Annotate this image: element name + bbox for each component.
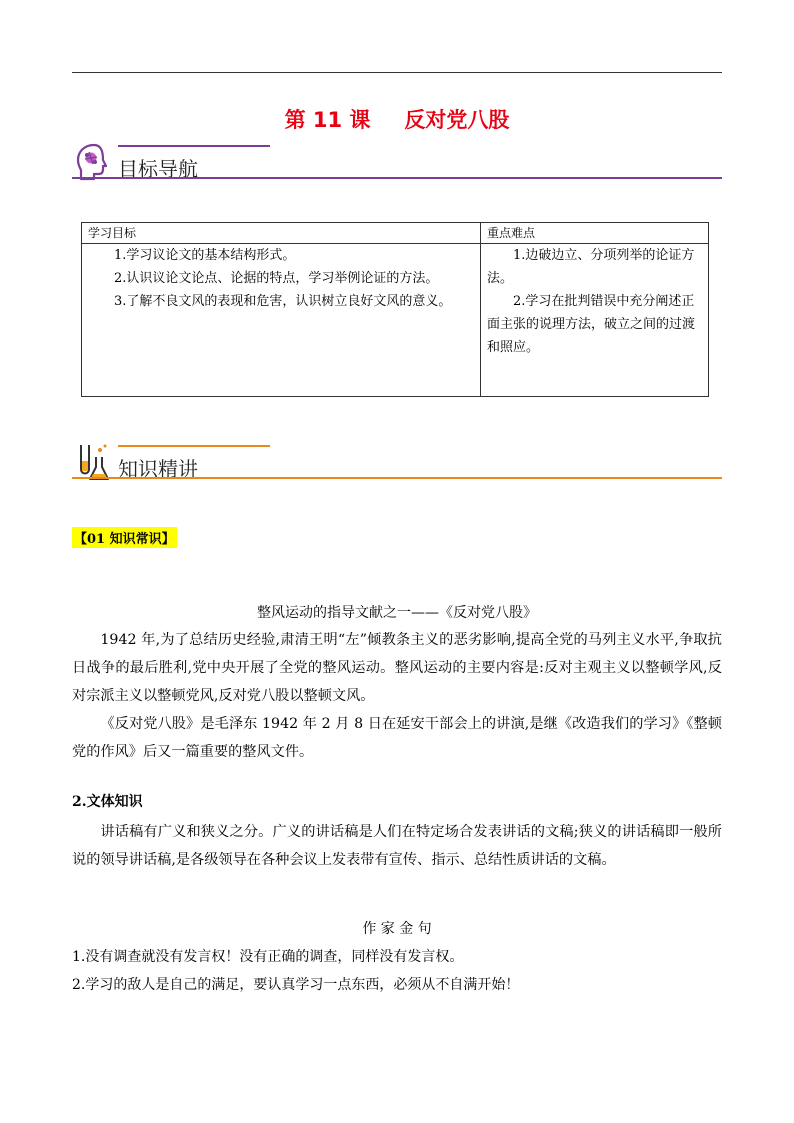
knowledge-tag: 【01 知识常识】 <box>72 527 177 548</box>
paragraph-3: 讲话稿有广义和狭义之分。广义的讲话稿是人们在特定场合发表讲话的文稿;狭义的讲话稿即一般所说的领导讲话稿,是各级领导在各种会议上发表带有宣传、指示、总结性质讲话的文稿。 <box>72 824 722 868</box>
goals-table-body-row <box>82 244 709 397</box>
goals-nav-header <box>72 141 722 187</box>
knowledge-header <box>72 441 722 487</box>
goals-nav-label: 目标导航 <box>118 157 198 181</box>
focus-item: 2.学习在批判错误中充分阐述正面主张的说理方法，破立之间的过渡和照应。 <box>487 294 696 355</box>
goal-item: 1.学习议论文的基本结构形式。 <box>114 248 296 263</box>
lesson-number: 第 11 课 <box>284 108 371 132</box>
goal-item: 2.认识议论文论点、论据的特点，学习举例论证的方法。 <box>114 271 439 286</box>
goals-table <box>81 222 709 397</box>
quote-item: 2.学习的敌人是自己的满足，要认真学习一点东西，必须从不自满开始！ <box>72 977 520 993</box>
goal-item: 3.了解不良文风的表现和危害，认识树立良好文风的意义。 <box>114 294 452 309</box>
goals-long-line <box>72 177 722 179</box>
focus-item: 1.边破边立、分项列举的论证方法。 <box>487 248 695 286</box>
knowledge-label: 知识精讲 <box>118 457 198 481</box>
paragraph-1: 1942 年,为了总结历史经验,肃清王明“左”倾教条主义的恶劣影响,提高全党的马列主义水平,争取抗日战争的最后胜利,党中央开展了全党的整风运动。整风运动的主要内容是:反对主观主义以整顿学风,反对宗派主义以整顿党风,反对党八股以整顿文风。 <box>72 632 722 704</box>
lesson-name: 反对党八股 <box>404 108 510 132</box>
knowledge-long-line <box>72 477 722 479</box>
goals-header-focus: 重点难点 <box>481 223 709 244</box>
goals-short-line <box>118 145 270 147</box>
goals-table-header-row <box>82 223 709 244</box>
goals-right-cell <box>481 244 709 397</box>
quotes-title: 作 家 金 句 <box>362 921 432 937</box>
goals-header-learning: 学习目标 <box>82 223 481 244</box>
goals-left-cell <box>82 244 481 397</box>
lesson-title <box>72 104 722 134</box>
knowledge-short-line <box>118 445 270 447</box>
paragraph-2: 《反对党八股》是毛泽东 1942 年 2 月 8 日在延安干部会上的讲演,是继《改造我们的学习》《整顿党的作风》后又一篇重要的整风文件。 <box>72 716 722 760</box>
quote-item: 1.没有调查就没有发言权！没有正确的调查，同样没有发言权。 <box>72 949 464 965</box>
style-heading: 2.文体知识 <box>72 794 143 810</box>
top-rule <box>72 72 722 73</box>
sub-title: 整风运动的指导文献之一——《反对党八股》 <box>257 605 537 621</box>
